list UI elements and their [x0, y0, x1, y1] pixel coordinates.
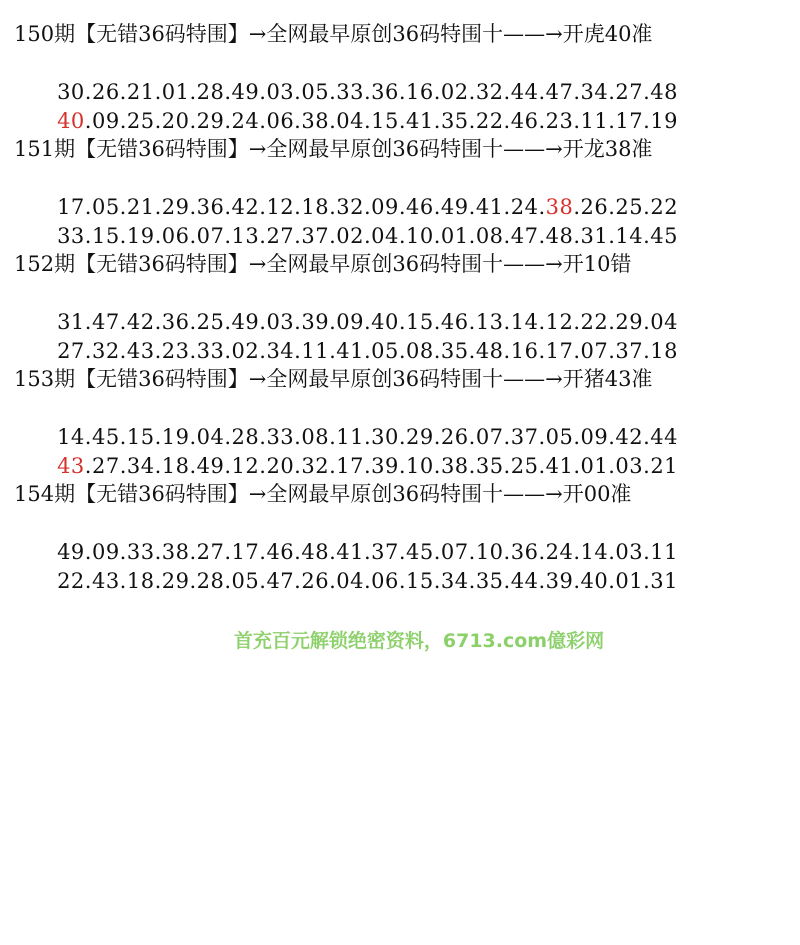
number-segment: 33.15.19.06.07.13.27.37.02.04.10.01.08.47.48.31.14.45	[57, 224, 679, 248]
period-header: 154期【无错36码特围】→全网最早原创36码特围十——→开00准	[14, 482, 632, 506]
period-header: 150期【无错36码特围】→全网最早原创36码特围十——→开虎40准	[14, 22, 653, 46]
period-header: 152期【无错36码特围】→全网最早原创36码特围十——→开10错	[14, 252, 632, 276]
number-row	[14, 279, 794, 334]
period-block	[14, 365, 794, 478]
number-segment: 49.09.33.38.27.17.46.48.41.37.45.07.10.36.24.14.03.11	[57, 540, 679, 564]
period-header: 153期【无错36码特围】→全网最早原创36码特围十——→开猪43准	[14, 367, 653, 391]
number-row	[14, 509, 794, 564]
number-row	[14, 164, 794, 219]
period-block	[14, 480, 794, 593]
period-header: 151期【无错36码特围】→全网最早原创36码特围十——→开龙38准	[14, 137, 653, 161]
number-segment: 14.45.15.19.04.28.33.08.11.30.29.26.07.37.05.09.42.44	[57, 425, 679, 449]
number-segment: 31.47.42.36.25.49.03.39.09.40.15.46.13.14.12.22.29.04	[57, 310, 679, 334]
number-row	[14, 394, 794, 449]
number-segment: 27.32.43.23.33.02.34.11.41.05.08.35.48.16.17.07.37.18	[57, 339, 679, 363]
period-block	[14, 250, 794, 363]
number-segment: .27.34.18.49.12.20.32.17.39.10.38.35.25.41.01.03.21	[84, 454, 679, 478]
number-segment: 17.05.21.29.36.42.12.18.32.09.46.49.41.24.	[57, 195, 546, 219]
highlighted-number: 40	[57, 109, 85, 133]
number-segment: 30.26.21.01.28.49.03.05.33.36.16.02.32.44.47.34.27.48	[57, 80, 679, 104]
highlighted-number: 43	[57, 454, 85, 478]
promo-link[interactable]: 首充百元解锁绝密资料，6713.com億彩网	[233, 630, 605, 652]
period-block	[14, 20, 794, 133]
number-row	[14, 49, 794, 104]
number-segment: 22.43.18.29.28.05.47.26.04.06.15.34.35.44.39.40.01.31	[57, 569, 679, 593]
prediction-list	[14, 20, 794, 595]
number-segment: .26.25.22	[573, 195, 679, 219]
highlighted-number: 38	[545, 195, 574, 219]
period-block	[14, 135, 794, 248]
number-segment: .09.25.20.29.24.06.38.04.15.41.35.22.46.23.11.17.19	[84, 109, 679, 133]
